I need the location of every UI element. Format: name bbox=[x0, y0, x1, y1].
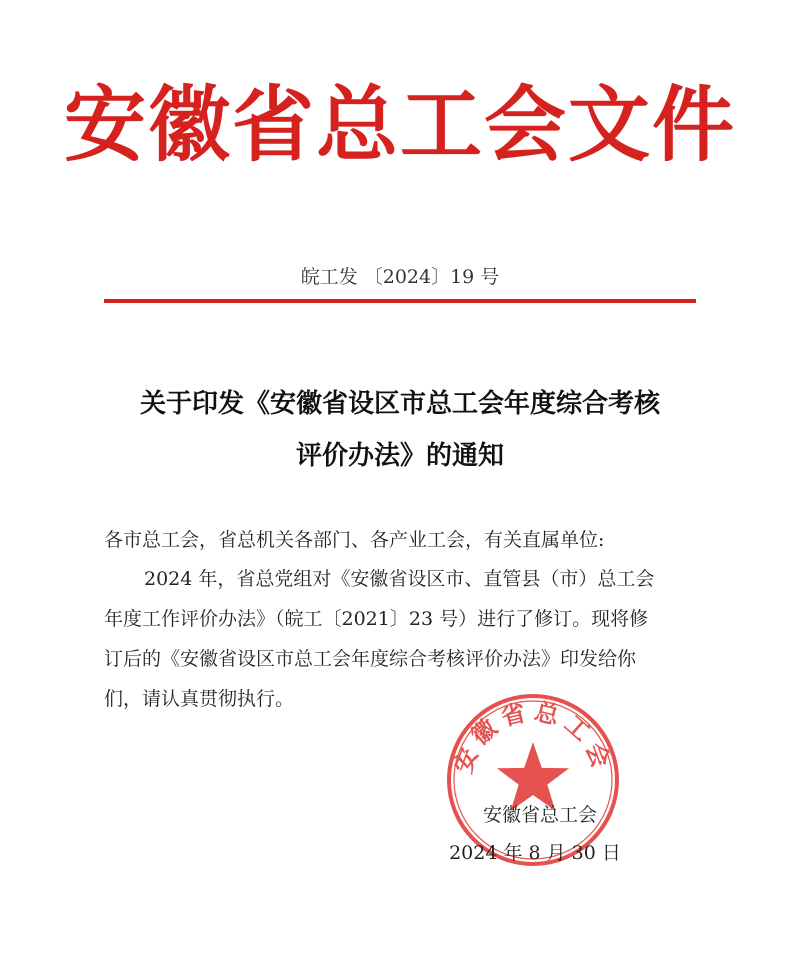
notice-title-line-1: 关于印发《安徽省设区市总工会年度综合考核 bbox=[139, 389, 660, 419]
notice-title bbox=[95, 378, 705, 482]
issuer-name: 安徽省总工会 bbox=[482, 804, 597, 826]
seal-arc-text: 安徽省总工会 bbox=[448, 696, 618, 777]
notice-title-line-2: 评价办法》的通知 bbox=[295, 441, 504, 471]
document-masthead: 安徽省总工会文件 bbox=[63, 77, 736, 173]
body-line: 订后的《安徽省设区市总工会年度综合考核评价办法》印发给你 bbox=[104, 648, 637, 670]
document-number: 皖工发 〔2024〕19 号 bbox=[300, 266, 500, 288]
red-divider-line bbox=[104, 299, 696, 303]
issue-date: 2024 年 8 月 30 日 bbox=[449, 842, 621, 864]
salutation: 各市总工会，省总机关各部门、各产业工会，有关直属单位: bbox=[104, 529, 605, 551]
body-line: 们，请认真贯彻执行。 bbox=[104, 688, 295, 710]
body-line: 2024 年，省总党组对《安徽省设区市、直管县（市）总工会 bbox=[144, 568, 655, 590]
body-line: 年度工作评价办法》（皖工〔2021〕23 号）进行了修订。现将修 bbox=[104, 608, 649, 630]
